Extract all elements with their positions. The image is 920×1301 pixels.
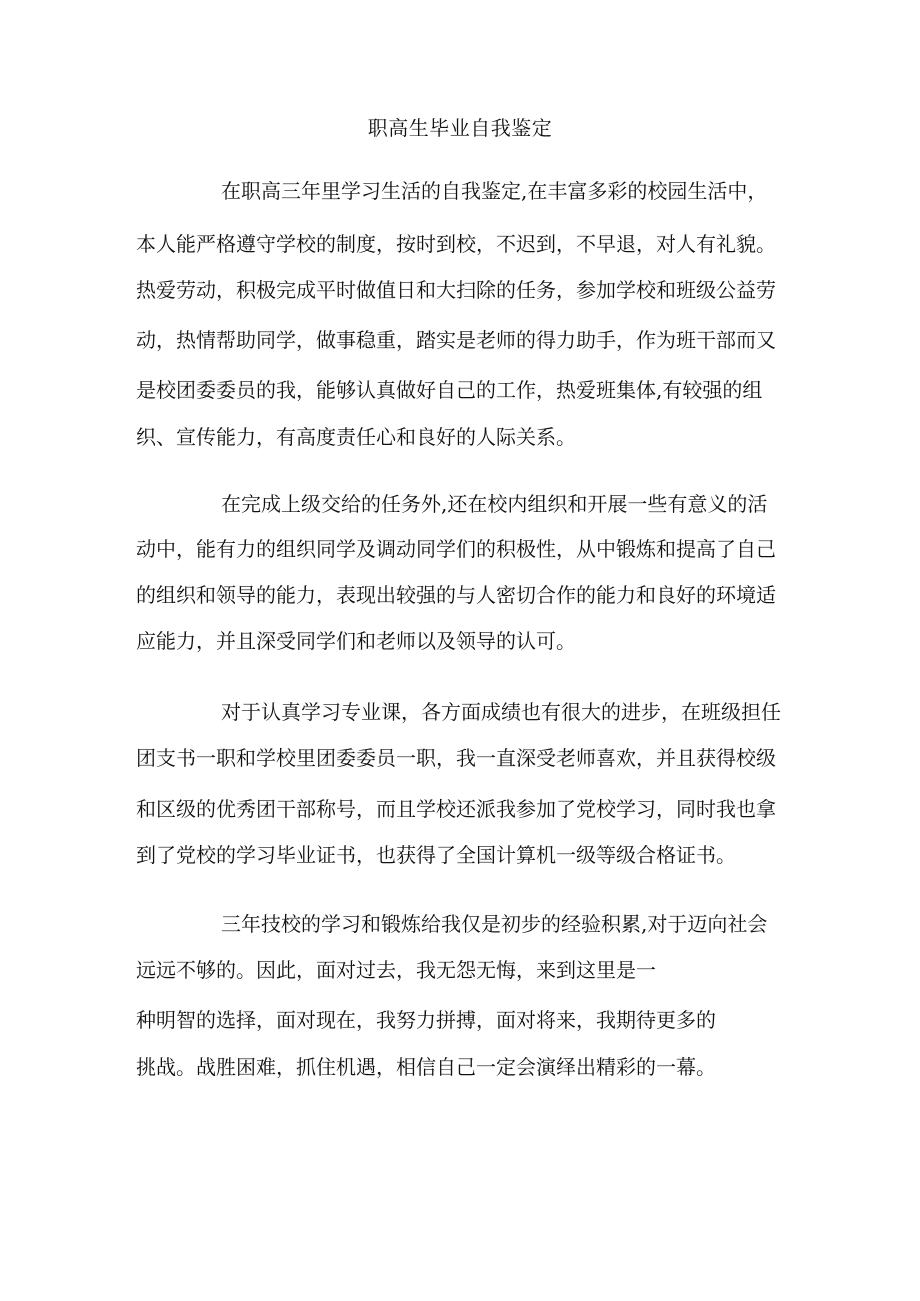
paragraph-2-line-3: 的组织和领导的能力，表现出较强的与人密切合作的能力和良好的环境适 — [136, 583, 776, 607]
paragraph-1-line-2: 本人能严格遵守学校的制度，按时到校，不迟到，不早退，对人有礼貌。 — [136, 232, 776, 256]
paragraph-1-line-4: 动，热情帮助同学，做事稳重，踏实是老师的得力助手，作为班干部而又 — [136, 328, 776, 352]
paragraph-2-line-4: 应能力，并且深受同学们和老师以及领导的认可。 — [136, 629, 576, 653]
paragraph-3-line-1: 对于认真学习专业课，各方面成绩也有很大的进步，在班级担任 — [221, 700, 781, 724]
paragraph-3-line-3: 和区级的优秀团干部称号，而且学校还派我参加了党校学习，同时我也拿 — [136, 797, 776, 821]
paragraph-4-line-2: 远远不够的。因此，面对过去，我无怨无悔，来到这里是一 — [136, 958, 656, 982]
paragraph-4-line-1: 三年技校的学习和锻炼给我仅是初步的经验积累,对于迈向社会 — [221, 912, 768, 936]
paragraph-3-line-4: 到了党校的学习毕业证书，也获得了全国计算机一级等级合格证书。 — [136, 843, 736, 867]
paragraph-2-line-2: 动中，能有力的组织同学及调动同学们的积极性，从中锻炼和提高了自己 — [136, 537, 776, 561]
paragraph-2-line-1: 在完成上级交给的任务外,还在校内组织和开展一些有意义的活 — [221, 492, 768, 516]
paragraph-4-line-4: 挑战。战胜困难，抓住机遇，相信自己一定会演绎出精彩的一幕。 — [136, 1055, 716, 1079]
paragraph-1-line-5: 是校团委委员的我，能够认真做好自己的工作，热爱班集体,有较强的组 — [136, 378, 763, 402]
paragraph-1-line-6: 织、宣传能力，有高度责任心和良好的人际关系。 — [136, 425, 576, 449]
paragraph-1-line-3: 热爱劳动，积极完成平时做值日和大扫除的任务，参加学校和班级公益劳 — [136, 278, 776, 302]
document-title: 职高生毕业自我鉴定 — [367, 116, 553, 140]
paragraph-3-line-2: 团支书一职和学校里团委委员一职，我一直深受老师喜欢，并且获得校级 — [136, 746, 776, 770]
paragraph-4-line-3: 种明智的选择，面对现在，我努力拼搏，面对将来，我期待更多的 — [136, 1008, 716, 1032]
paragraph-1-line-1: 在职高三年里学习生活的自我鉴定,在丰富多彩的校园生活中， — [221, 179, 768, 203]
